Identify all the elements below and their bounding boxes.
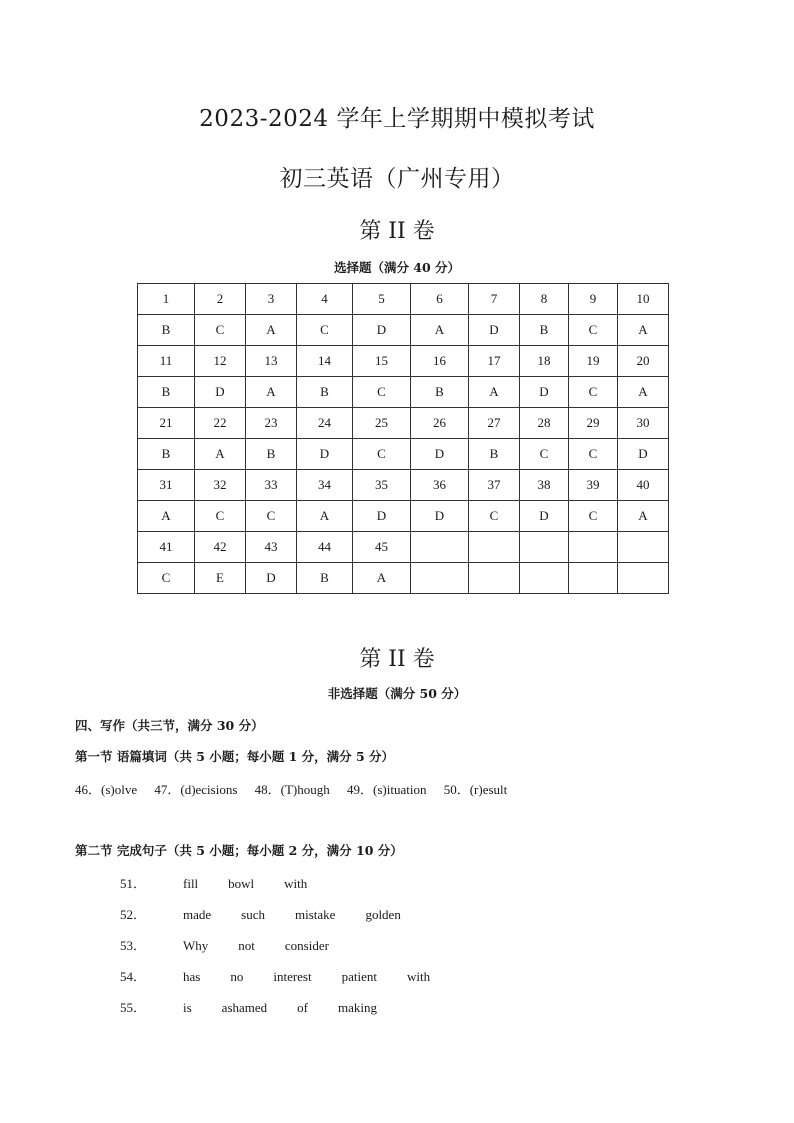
question-number-cell: 28 (520, 408, 569, 439)
writing-title: 四、写作（共三节，满分 30 分） (75, 718, 264, 733)
question-number-cell: 15 (353, 346, 411, 377)
answer-letter-cell: A (618, 315, 669, 346)
sentence-number: 51． (120, 876, 147, 891)
sentence-answer (120, 966, 460, 985)
answer-letter-cell: C (469, 501, 520, 532)
answer-letter-cell: D (353, 501, 411, 532)
answer-letter-cell: C (138, 563, 195, 594)
question-number-cell (618, 532, 669, 563)
question-number-cell: 32 (195, 470, 246, 501)
sentence-number: 54． (120, 969, 147, 984)
answer-letter-cell: B (297, 377, 353, 408)
sentence-number: 52． (120, 907, 147, 922)
question-number-cell: 37 (469, 470, 520, 501)
question-number-cell: 17 (469, 346, 520, 377)
answer-letter-cell (469, 563, 520, 594)
answer-letter-cell: D (353, 315, 411, 346)
question-number-cell: 2 (195, 284, 246, 315)
question-number-row (138, 532, 669, 563)
answer-letter-cell: C (353, 377, 411, 408)
question-number-cell (411, 532, 469, 563)
answer-word: ashamed (221, 1000, 268, 1015)
answer-letter-cell: C (195, 501, 246, 532)
question-number-cell: 24 (297, 408, 353, 439)
exam-subtitle: 初三英语（广州专用） (279, 166, 515, 192)
non-choice-section-title: 非选择题（满分 50 分） (327, 686, 467, 701)
answer-letter-cell: B (520, 315, 569, 346)
question-number-cell: 9 (569, 284, 618, 315)
answer-letter-cell: C (297, 315, 353, 346)
answer-letter-cell: C (569, 501, 618, 532)
question-number-cell: 29 (569, 408, 618, 439)
answer-letter-cell: C (569, 439, 618, 470)
question-number-cell: 21 (138, 408, 195, 439)
answer-letter-row (138, 501, 669, 532)
question-number-cell: 30 (618, 408, 669, 439)
answer-letter-cell: D (469, 315, 520, 346)
answer-letter-cell: A (297, 501, 353, 532)
answer-letter-cell: A (618, 501, 669, 532)
question-number-cell: 41 (138, 532, 195, 563)
question-number-cell: 4 (297, 284, 353, 315)
question-number-cell: 42 (195, 532, 246, 563)
answer-letter-cell: A (246, 315, 297, 346)
question-number-cell (569, 532, 618, 563)
question-number-cell: 8 (520, 284, 569, 315)
choice-section-title: 选择题（满分 40 分） (333, 260, 461, 275)
question-number-cell: 20 (618, 346, 669, 377)
answer-table-body (138, 284, 669, 594)
question-number-cell: 33 (246, 470, 297, 501)
question-number-cell: 22 (195, 408, 246, 439)
question-number-cell (520, 532, 569, 563)
question-number-cell: 11 (138, 346, 195, 377)
answer-letter-cell (618, 563, 669, 594)
sentence-answer (120, 873, 337, 892)
answer-47: 47．(d)ecisions (154, 782, 238, 797)
answer-word: interest (273, 969, 312, 984)
answer-word: consider (284, 938, 329, 953)
sentence-answer (120, 904, 431, 923)
answer-table (137, 283, 669, 594)
question-number-cell: 26 (411, 408, 469, 439)
answer-word: Why (183, 938, 209, 953)
answer-letter-cell: A (138, 501, 195, 532)
answer-46: 46．(s)olve (75, 782, 138, 797)
exam-title: 2023-2024 学年上学期期中模拟考试 (199, 106, 595, 132)
question-number-cell: 7 (469, 284, 520, 315)
answer-word: bowl (228, 876, 255, 891)
answer-word: is (183, 1000, 192, 1015)
question-number-cell: 6 (411, 284, 469, 315)
question-number-cell: 36 (411, 470, 469, 501)
answer-word: has (183, 969, 201, 984)
answer-letter-cell: A (195, 439, 246, 470)
answer-letter-cell: C (195, 315, 246, 346)
question-number-cell (469, 532, 520, 563)
sentence-answer (120, 997, 407, 1016)
question-number-cell: 38 (520, 470, 569, 501)
question-number-cell: 34 (297, 470, 353, 501)
answer-letter-cell: D (520, 377, 569, 408)
answer-letter-cell: A (618, 377, 669, 408)
part-heading-2: 第 II 卷 (359, 647, 435, 672)
question-number-cell: 25 (353, 408, 411, 439)
answer-word: with (284, 876, 308, 891)
answer-letter-cell: D (411, 501, 469, 532)
answer-letter-cell: C (520, 439, 569, 470)
answer-word: with (407, 969, 431, 984)
answer-letter-cell (411, 563, 469, 594)
answer-letter-cell: D (297, 439, 353, 470)
answer-letter-cell: D (246, 563, 297, 594)
question-number-cell: 13 (246, 346, 297, 377)
answer-letter-cell: B (469, 439, 520, 470)
question-number-cell: 23 (246, 408, 297, 439)
answer-letter-cell: B (246, 439, 297, 470)
question-number-row (138, 284, 669, 315)
answer-48: 48．(T)hough (254, 782, 330, 797)
answer-letter-cell: C (246, 501, 297, 532)
answer-50: 50．(r)esult (443, 782, 508, 797)
answer-letter-cell: A (411, 315, 469, 346)
answer-letter-cell: A (469, 377, 520, 408)
answer-letter-cell: B (297, 563, 353, 594)
part-heading-1: 第 II 卷 (359, 219, 435, 244)
answer-letter-cell (520, 563, 569, 594)
answer-letter-row (138, 315, 669, 346)
answer-letter-cell: D (195, 377, 246, 408)
answer-letter-cell: B (411, 377, 469, 408)
question-number-cell: 18 (520, 346, 569, 377)
question-number-cell: 27 (469, 408, 520, 439)
question-number-row (138, 470, 669, 501)
sentence-answer (120, 935, 359, 954)
answer-word: of (297, 1000, 308, 1015)
answer-letter-cell: C (569, 315, 618, 346)
answer-word: no (230, 969, 244, 984)
answer-word: making (338, 1000, 377, 1015)
question-number-cell: 5 (353, 284, 411, 315)
answer-word: such (241, 907, 265, 922)
answer-letter-cell: B (138, 315, 195, 346)
question-number-cell: 40 (618, 470, 669, 501)
question-number-cell: 16 (411, 346, 469, 377)
answer-letter-cell: D (411, 439, 469, 470)
question-number-cell: 43 (246, 532, 297, 563)
answer-word: patient (341, 969, 377, 984)
section1-answers (75, 779, 521, 798)
question-number-cell: 19 (569, 346, 618, 377)
answer-letter-cell: B (138, 439, 195, 470)
question-number-cell: 45 (353, 532, 411, 563)
answer-letter-cell: C (569, 377, 618, 408)
section1-title: 第一节 语篇填词（共 5 小题；每小题 1 分，满分 5 分） (75, 749, 395, 764)
question-number-row (138, 346, 669, 377)
sentence-number: 53． (120, 938, 147, 953)
question-number-cell: 1 (138, 284, 195, 315)
answer-letter-cell (569, 563, 618, 594)
answer-letter-cell: E (195, 563, 246, 594)
answer-letter-row (138, 377, 669, 408)
answer-word: mistake (295, 907, 336, 922)
answer-letter-cell: D (618, 439, 669, 470)
question-number-cell: 44 (297, 532, 353, 563)
question-number-row (138, 408, 669, 439)
question-number-cell: 35 (353, 470, 411, 501)
answer-letter-cell: C (353, 439, 411, 470)
answer-word: not (238, 938, 255, 953)
answer-word: fill (183, 876, 199, 891)
answer-word: golden (365, 907, 401, 922)
answer-letter-row (138, 439, 669, 470)
answer-letter-row (138, 563, 669, 594)
question-number-cell: 14 (297, 346, 353, 377)
section2-title: 第二节 完成句子（共 5 小题；每小题 2 分，满分 10 分） (75, 843, 403, 858)
question-number-cell: 31 (138, 470, 195, 501)
question-number-cell: 10 (618, 284, 669, 315)
answer-letter-cell: A (353, 563, 411, 594)
answer-letter-cell: D (520, 501, 569, 532)
sentence-number: 55． (120, 1000, 147, 1015)
answer-letter-cell: B (138, 377, 195, 408)
question-number-cell: 39 (569, 470, 618, 501)
answer-letter-cell: A (246, 377, 297, 408)
answer-word: made (183, 907, 212, 922)
answer-49: 49．(s)ituation (347, 782, 427, 797)
question-number-cell: 12 (195, 346, 246, 377)
question-number-cell: 3 (246, 284, 297, 315)
